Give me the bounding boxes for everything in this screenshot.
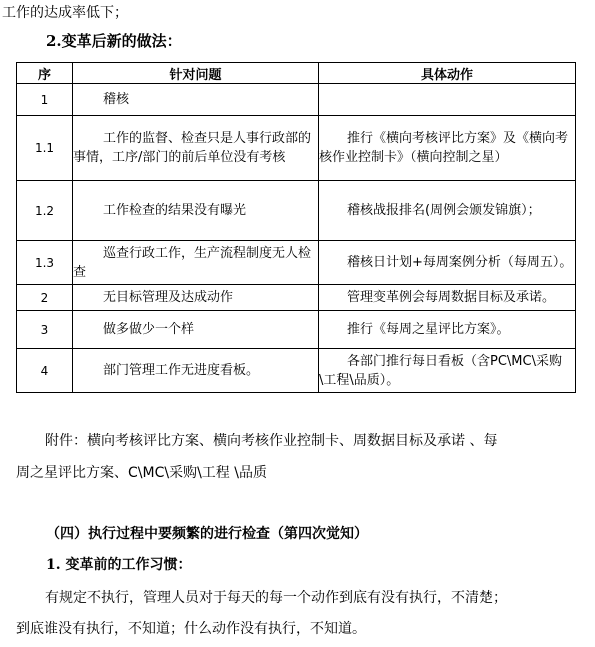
paragraph-line-2: 到底谁没有执行，不知道；什么动作没有执行，不知道。 <box>16 621 366 637</box>
row-action <box>319 349 576 393</box>
row-issue-text: 部门管理工作无进度看板。 <box>103 363 260 378</box>
row-action-text: 推行《横向考核评比方案》及《横向考核作业控制卡》（横向控制之星） <box>319 131 569 165</box>
row-action <box>319 285 576 311</box>
row-seq: 2 <box>17 285 73 311</box>
paragraph-line-1: 有规定不执行，管理人员对于每天的每一个动作到底有没有执行，不清楚； <box>45 590 507 606</box>
row-issue <box>73 349 319 393</box>
row-issue-text: 做多做少一个样 <box>103 322 195 337</box>
table-row <box>17 241 576 285</box>
header-issue: 针对问题 <box>73 63 319 84</box>
row-action-text: 推行《每周之星评比方案》。 <box>347 322 510 337</box>
header-seq: 序 <box>17 63 73 84</box>
row-seq: 1.1 <box>17 116 73 181</box>
row-issue-text: 无目标管理及达成动作 <box>103 290 234 305</box>
row-seq: 4 <box>17 349 73 393</box>
table-row <box>17 285 576 311</box>
attachment-line-1: 附件：横向考核评比方案、横向考核作业控制卡、周数据目标及承诺 、每 <box>45 433 498 449</box>
row-action-text: 管理变革例会每周数据目标及承诺。 <box>347 290 556 305</box>
row-seq: 1.2 <box>17 181 73 241</box>
row-issue-text: 巡查行政工作，生产流程制度无人检查 <box>73 245 312 280</box>
row-issue <box>73 311 319 349</box>
header-action: 具体动作 <box>319 63 576 84</box>
row-action <box>319 241 576 285</box>
row-seq: 1.3 <box>17 241 73 285</box>
row-action <box>319 181 576 241</box>
row-action-text: 稽核战报排名(周例会颁发锦旗）； <box>347 203 541 218</box>
table-row <box>17 349 576 393</box>
sub-1-heading: 1. 变革前的工作习惯： <box>46 557 192 573</box>
reform-table <box>16 62 576 393</box>
row-issue <box>73 84 319 116</box>
row-action <box>319 311 576 349</box>
row-issue-text: 工作检查的结果没有曝光 <box>103 203 247 218</box>
row-issue <box>73 116 319 181</box>
row-issue <box>73 241 319 285</box>
table-row <box>17 116 576 181</box>
row-action <box>319 116 576 181</box>
table-row <box>17 311 576 349</box>
row-action <box>319 84 576 116</box>
attachment-line-2: 周之星评比方案、C\MC\采购\工程 \品质 <box>16 465 267 481</box>
table-row <box>17 181 576 241</box>
table-row <box>17 84 576 116</box>
row-action-text: 稽核日计划+每周案例分析（每周五）。 <box>347 255 573 270</box>
intro-line: 工作的达成率低下； <box>2 5 128 21</box>
row-action-text: 各部门推行每日看板（含PC\MC\采购\工程\品质）。 <box>319 353 562 388</box>
row-issue <box>73 181 319 241</box>
row-issue-text: 稽核 <box>103 92 130 107</box>
section-2-heading: 2.变革后新的做法： <box>46 32 182 50</box>
table-header-row <box>17 63 576 84</box>
row-seq: 3 <box>17 311 73 349</box>
row-seq: 1 <box>17 84 73 116</box>
row-issue <box>73 285 319 311</box>
row-issue-text: 工作的监督、检查只是人事行政部的事情，工序/部门的前后单位没有考核 <box>73 131 312 165</box>
section-4-heading: （四）执行过程中要频繁的进行检查（第四次觉知） <box>46 526 368 542</box>
